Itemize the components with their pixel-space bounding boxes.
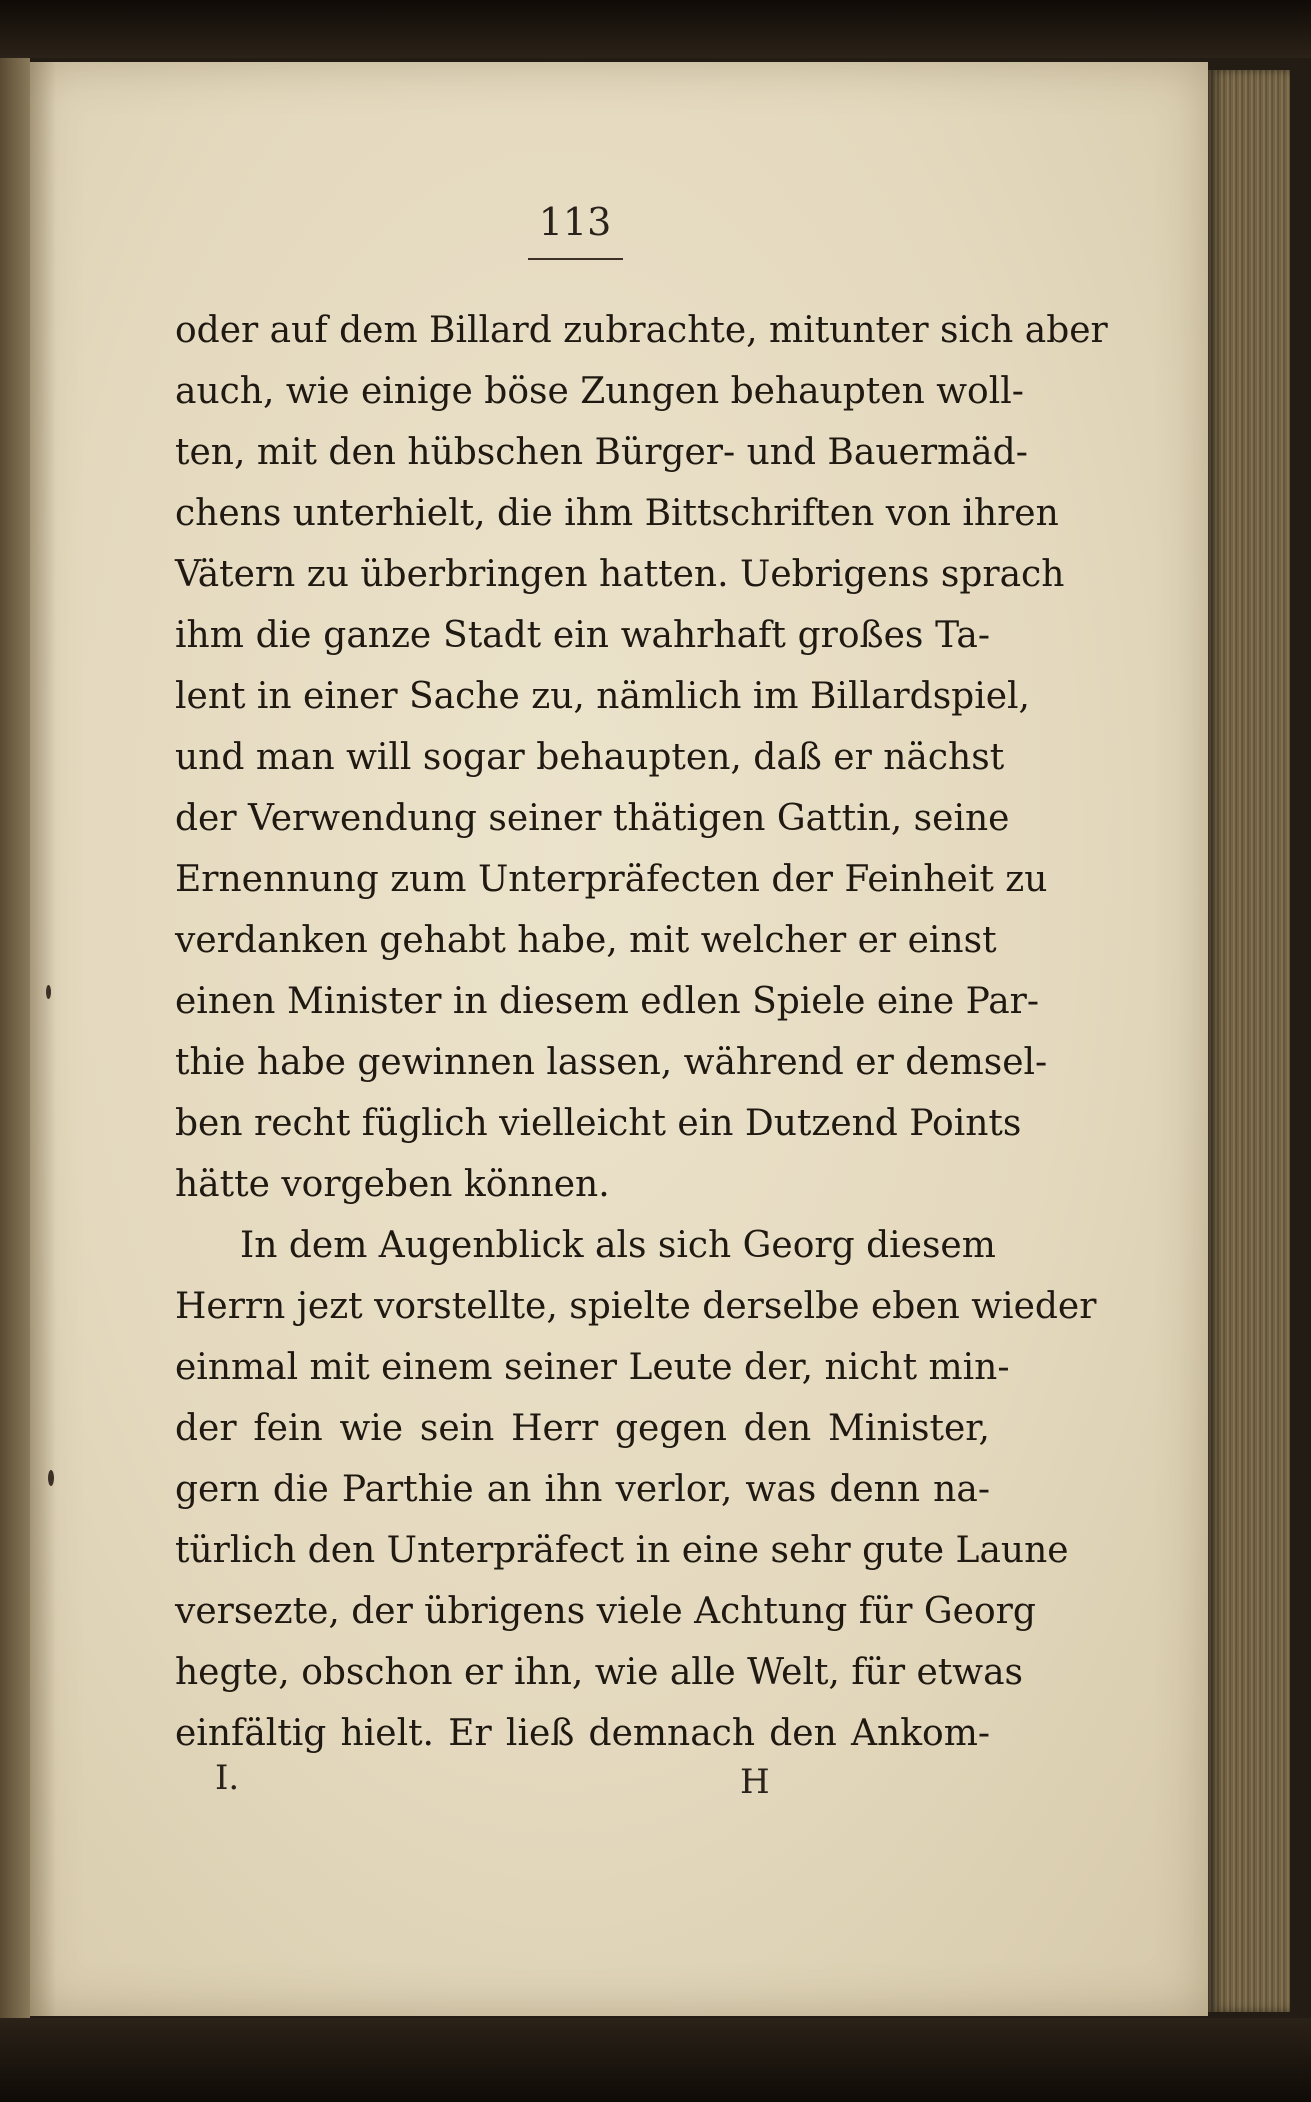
text-line: der fein wie sein Herr gegen den Minister, bbox=[175, 1408, 990, 1449]
text-line: hätte vorgeben können. bbox=[175, 1164, 610, 1205]
paragraph-first-line: In dem Augenblick als sich Georg diesem bbox=[240, 1225, 996, 1266]
text-line: einmal mit einem seiner Leute der, nicht min- bbox=[175, 1347, 1010, 1388]
text-line: der Verwendung seiner thätigen Gattin, seine bbox=[175, 798, 1010, 839]
text-line: ten, mit den hübschen Bürger- und Bauermäd- bbox=[175, 432, 1028, 473]
text-line: Vätern zu überbringen hatten. Uebrigens sprach bbox=[175, 554, 1065, 595]
text-line: Ernennung zum Unterpräfecten der Feinheit zu bbox=[175, 859, 1048, 900]
binding-edge bbox=[0, 58, 30, 2018]
text-line: thie habe gewinnen lassen, während er demsel- bbox=[175, 1042, 1048, 1083]
text-line: auch, wie einige böse Zungen behaupten woll- bbox=[175, 371, 1024, 412]
ink-speck bbox=[48, 1470, 54, 1486]
text-line: einfältig hielt. Er ließ demnach den Ankom- bbox=[175, 1713, 990, 1754]
bottom-shadow bbox=[0, 2018, 1311, 2102]
ink-speck bbox=[46, 985, 51, 999]
text-line: Herrn jezt vorstellte, spielte derselbe eben wieder bbox=[175, 1286, 1097, 1327]
text-line: einen Minister in diesem edlen Spiele eine Par- bbox=[175, 981, 1040, 1022]
text-line: lent in einer Sache zu, nämlich im Billardspiel, bbox=[175, 676, 1030, 717]
page-number: 113 bbox=[538, 200, 612, 244]
catchword: H bbox=[740, 1762, 770, 1802]
signature-mark: I. bbox=[215, 1758, 240, 1798]
text-line: türlich den Unterpräfect in eine sehr gute Laune bbox=[175, 1530, 1069, 1571]
text-line: ben recht füglich vielleicht ein Dutzend Points bbox=[175, 1103, 1022, 1144]
text-line: chens unterhielt, die ihm Bittschriften von ihren bbox=[175, 493, 1059, 534]
text-line: oder auf dem Billard zubrachte, mitunter sich aber bbox=[175, 310, 1108, 351]
text-line: hegte, obschon er ihn, wie alle Welt, für etwas bbox=[175, 1652, 1024, 1693]
text-line: verdanken gehabt habe, mit welcher er einst bbox=[175, 920, 997, 961]
text-line: versezte, der übrigens viele Achtung für Georg bbox=[175, 1591, 1036, 1632]
header-rule bbox=[528, 258, 623, 260]
page-fore-edge bbox=[1208, 70, 1290, 2012]
top-shadow bbox=[0, 0, 1311, 58]
text-line: gern die Parthie an ihn verlor, was denn na- bbox=[175, 1469, 990, 1510]
text-line: ihm die ganze Stadt ein wahrhaft großes Ta- bbox=[175, 615, 990, 656]
body-text bbox=[175, 300, 1108, 1760]
page-gutter-shadow bbox=[30, 62, 56, 2016]
text-line: und man will sogar behaupten, daß er nächst bbox=[175, 737, 1005, 778]
